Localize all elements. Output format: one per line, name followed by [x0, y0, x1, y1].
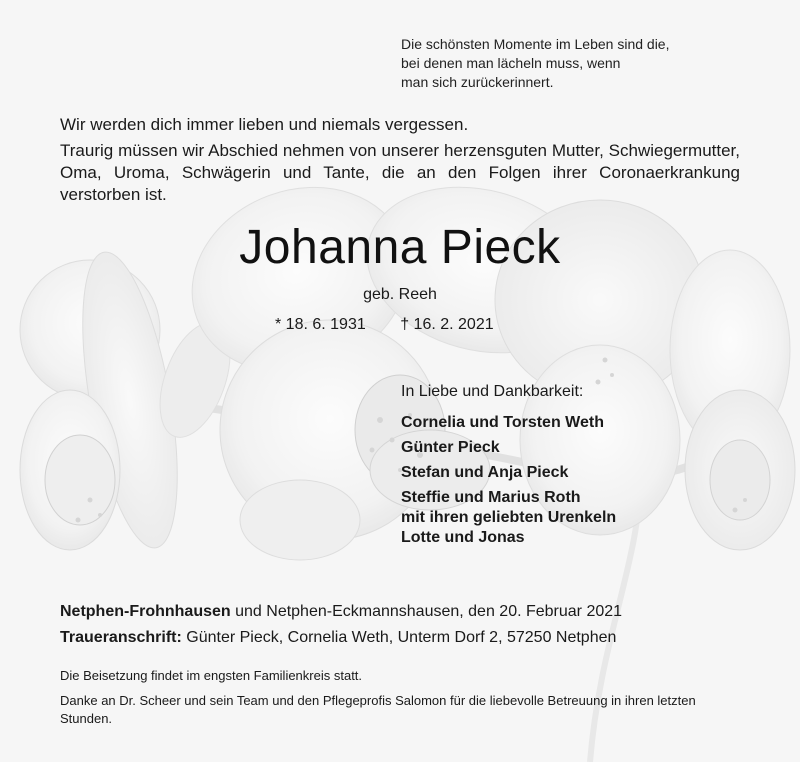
burial-note: Die Beisetzung findet im engsten Familienkreis statt. — [60, 668, 363, 683]
intro-line-1: Wir werden dich immer lieben und niemals vergessen. — [60, 115, 469, 134]
mourner-line: Cornelia und Torsten Weth — [401, 414, 604, 431]
intro-line-2: Traurig müssen wir Abschied nehmen von unserer herzensguten Mutter, Schwiegermutter, Oma, Uroma, Schwägerin und Tante, die an den Folgen ihrer Coronaerkrankung verstorben ist. — [60, 141, 740, 204]
birth-date: * 18. 6. 1931 — [275, 316, 366, 333]
place-date-line — [60, 601, 760, 623]
place-date-rest: und Netphen-Eckmannshausen, den 20. Februar 2021 — [230, 603, 623, 620]
mourner-line: Lotte und Jonas — [401, 529, 525, 546]
deceased-name: Johanna Pieck — [239, 221, 561, 274]
quote-line: bei denen man lächeln muss, wenn — [401, 55, 621, 71]
quote-line: Die schönsten Momente im Leben sind die, — [401, 36, 670, 52]
thanks-note: Danke an Dr. Scheer und sein Team und den Pflegeprofis Salomon für die liebevolle Betreuung in ihren letzten Stunden. — [60, 693, 696, 726]
address-label: Traueranschrift: — [60, 629, 182, 646]
life-dates — [275, 315, 494, 335]
quote-line: man sich zurückerinnert. — [401, 74, 554, 90]
death-date: † 16. 2. 2021 — [400, 316, 494, 333]
mourner-entry — [401, 438, 741, 458]
mourner-line: Stefan und Anja Pieck — [401, 464, 569, 481]
quote-block — [401, 35, 741, 92]
intro-text — [60, 114, 740, 206]
mourner-line: mit ihren geliebten Urenkeln — [401, 509, 617, 526]
mourners-list — [401, 413, 741, 553]
maiden-name: geb. Reeh — [363, 286, 437, 303]
mourner-line: Günter Pieck — [401, 439, 500, 456]
mourner-line: Steffie und Marius Roth — [401, 489, 581, 506]
mourning-address-line — [60, 627, 760, 649]
mourners-heading: In Liebe und Dankbarkeit: — [401, 383, 584, 400]
address-text: Günter Pieck, Cornelia Weth, Unterm Dorf 2, 57250 Netphen — [181, 629, 617, 646]
mourner-entry — [401, 413, 741, 433]
place-name: Netphen-Frohnhausen — [60, 603, 231, 620]
mourner-entry — [401, 463, 741, 483]
mourner-entry — [401, 488, 741, 548]
